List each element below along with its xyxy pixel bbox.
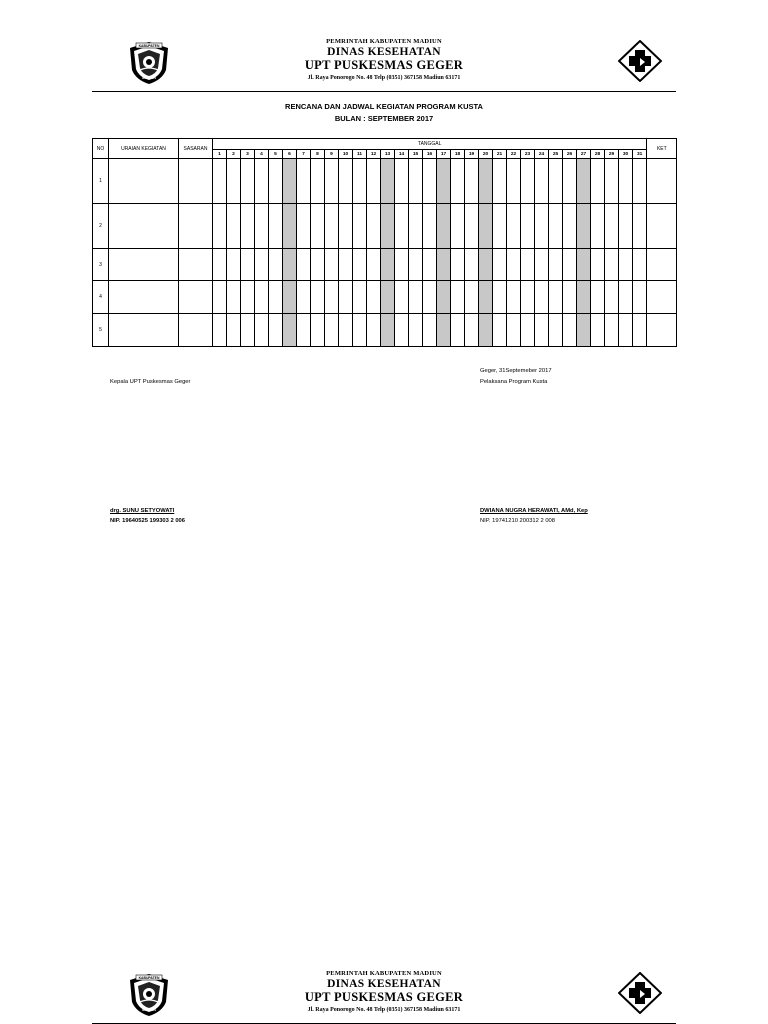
day-cell (465, 314, 479, 347)
day-cell (563, 314, 577, 347)
day-cell (395, 281, 409, 314)
row-number: 5 (93, 314, 109, 347)
day-number: 9 (325, 150, 339, 159)
day-cell (437, 204, 451, 249)
day-cell (353, 281, 367, 314)
day-number: 10 (339, 150, 353, 159)
day-cell (465, 159, 479, 204)
day-cell (325, 314, 339, 347)
day-cell (339, 249, 353, 281)
day-cell (633, 204, 647, 249)
day-cell (367, 159, 381, 204)
day-cell (269, 281, 283, 314)
day-cell (633, 159, 647, 204)
day-cell (451, 159, 465, 204)
day-cell (507, 249, 521, 281)
table-row (93, 159, 677, 204)
day-number: 22 (507, 150, 521, 159)
day-cell (479, 159, 493, 204)
day-number: 14 (395, 150, 409, 159)
day-cell (297, 159, 311, 204)
svg-text:KABUPATEN: KABUPATEN (138, 976, 160, 980)
day-cell (507, 159, 521, 204)
day-cell (269, 249, 283, 281)
day-cell (451, 314, 465, 347)
day-cell (213, 314, 227, 347)
row-ket (647, 281, 677, 314)
day-cell (619, 249, 633, 281)
day-cell (507, 281, 521, 314)
day-number: 30 (619, 150, 633, 159)
day-cell (353, 204, 367, 249)
schedule-table (92, 138, 677, 347)
day-cell (549, 159, 563, 204)
day-number: 20 (479, 150, 493, 159)
day-cell (563, 204, 577, 249)
day-cell (311, 249, 325, 281)
day-cell (535, 159, 549, 204)
day-cell (311, 281, 325, 314)
day-cell (577, 281, 591, 314)
day-number: 8 (311, 150, 325, 159)
day-cell (605, 281, 619, 314)
department-line: DINAS KESEHATAN (327, 46, 441, 58)
row-ket (647, 204, 677, 249)
header-tanggal: TANGGAL (213, 139, 647, 150)
day-number: 23 (521, 150, 535, 159)
right-signatory-name: DWIANA NUGRA HERAWATI, AMd, Kep (480, 508, 588, 514)
day-number: 2 (227, 150, 241, 159)
day-cell (297, 204, 311, 249)
day-cell (409, 281, 423, 314)
document-title: RENCANA DAN JADWAL KEGIATAN PROGRAM KUSTA (285, 102, 483, 111)
day-cell (283, 159, 297, 204)
day-cell (409, 249, 423, 281)
day-cell (213, 204, 227, 249)
day-cell (479, 249, 493, 281)
day-cell (381, 159, 395, 204)
government-line: PEMRINTAH KABUPATEN MADIUN (326, 38, 442, 45)
day-cell (591, 314, 605, 347)
day-cell (423, 249, 437, 281)
day-cell (283, 281, 297, 314)
day-cell (521, 281, 535, 314)
day-cell (549, 204, 563, 249)
day-cell (605, 249, 619, 281)
day-cell (577, 204, 591, 249)
row-number: 4 (93, 281, 109, 314)
day-number: 15 (409, 150, 423, 159)
day-number: 16 (423, 150, 437, 159)
day-cell (367, 249, 381, 281)
row-sasaran (179, 249, 213, 281)
day-cell (563, 159, 577, 204)
day-cell (367, 314, 381, 347)
day-number: 12 (367, 150, 381, 159)
row-sasaran (179, 281, 213, 314)
day-cell (591, 249, 605, 281)
day-number: 7 (297, 150, 311, 159)
day-cell (325, 249, 339, 281)
day-cell (521, 249, 535, 281)
day-number: 13 (381, 150, 395, 159)
day-cell (409, 204, 423, 249)
day-number: 1 (213, 150, 227, 159)
day-cell (241, 314, 255, 347)
day-cell (591, 204, 605, 249)
day-cell (283, 314, 297, 347)
table-row (93, 204, 677, 249)
day-cell (493, 159, 507, 204)
day-cell (381, 281, 395, 314)
day-cell (255, 249, 269, 281)
left-signatory-name: drg. SUNU SETYOWATI (110, 508, 175, 514)
left-signatory-role: Kepala UPT Puskesmas Geger (110, 379, 191, 385)
day-cell (521, 204, 535, 249)
government-line: PEMRINTAH KABUPATEN MADIUN (326, 970, 442, 977)
day-number: 17 (437, 150, 451, 159)
day-number: 3 (241, 150, 255, 159)
day-cell (423, 159, 437, 204)
letterhead-text (92, 970, 676, 1013)
department-line: DINAS KESEHATAN (327, 978, 441, 990)
header-uraian: URAIAN KEGIATAN (109, 139, 179, 159)
day-cell (563, 249, 577, 281)
address-line: Jl. Raya Ponorogo No. 48 Telp (0351) 367158 Madiun 63171 (307, 75, 461, 81)
day-cell (437, 314, 451, 347)
address-line: Jl. Raya Ponorogo No. 48 Telp (0351) 367158 Madiun 63171 (307, 1007, 461, 1013)
day-cell (507, 204, 521, 249)
day-cell (605, 204, 619, 249)
day-cell (311, 204, 325, 249)
day-cell (297, 281, 311, 314)
day-cell (521, 314, 535, 347)
unit-line: UPT PUSKESMAS GEGER (304, 58, 464, 72)
row-ket (647, 159, 677, 204)
day-cell (255, 159, 269, 204)
row-uraian (109, 159, 179, 204)
day-cell (437, 281, 451, 314)
day-cell (395, 314, 409, 347)
day-cell (325, 281, 339, 314)
day-cell (395, 204, 409, 249)
day-cell (409, 159, 423, 204)
day-number: 31 (633, 150, 647, 159)
day-cell (325, 159, 339, 204)
day-cell (227, 281, 241, 314)
day-cell (591, 159, 605, 204)
day-number: 6 (283, 150, 297, 159)
place-date: Geger, 31Septemeber 2017 (480, 368, 552, 374)
svg-text:MADIUN: MADIUN (142, 1008, 156, 1012)
letterhead-top (92, 36, 676, 92)
day-cell (423, 204, 437, 249)
day-cell (325, 204, 339, 249)
table-row (93, 249, 677, 281)
health-cross-logo-icon (618, 40, 662, 82)
row-uraian (109, 281, 179, 314)
day-cell (633, 314, 647, 347)
table-row (93, 281, 677, 314)
day-cell (241, 204, 255, 249)
row-uraian (109, 249, 179, 281)
header-no: NO (93, 139, 109, 159)
day-cell (577, 314, 591, 347)
day-cell (269, 204, 283, 249)
day-cell (353, 159, 367, 204)
day-cell (535, 281, 549, 314)
day-cell (619, 204, 633, 249)
day-cell (227, 159, 241, 204)
day-cell (367, 281, 381, 314)
day-number: 19 (465, 150, 479, 159)
row-number: 2 (93, 204, 109, 249)
day-cell (339, 159, 353, 204)
day-cell (227, 204, 241, 249)
day-cell (241, 249, 255, 281)
day-cell (241, 159, 255, 204)
row-uraian (109, 314, 179, 347)
day-number: 27 (577, 150, 591, 159)
row-number: 1 (93, 159, 109, 204)
day-cell (493, 249, 507, 281)
day-number: 18 (451, 150, 465, 159)
day-cell (423, 314, 437, 347)
day-cell (507, 314, 521, 347)
day-cell (591, 281, 605, 314)
header-sasaran: SASARAN (179, 139, 213, 159)
day-cell (311, 314, 325, 347)
row-number: 3 (93, 249, 109, 281)
day-cell (451, 204, 465, 249)
day-cell (213, 249, 227, 281)
day-cell (423, 281, 437, 314)
day-cell (479, 281, 493, 314)
header-ket: KET (647, 139, 677, 159)
day-number: 25 (549, 150, 563, 159)
day-number: 29 (605, 150, 619, 159)
day-cell (633, 249, 647, 281)
unit-line: UPT PUSKESMAS GEGER (304, 990, 464, 1004)
left-signatory-nip: NIP. 19640525 199303 2 006 (110, 518, 185, 524)
table-row (93, 314, 677, 347)
day-cell (437, 249, 451, 281)
day-number: 26 (563, 150, 577, 159)
day-cell (297, 249, 311, 281)
day-cell (353, 314, 367, 347)
day-cell (311, 159, 325, 204)
day-cell (493, 204, 507, 249)
row-sasaran (179, 314, 213, 347)
day-cell (605, 159, 619, 204)
day-cell (465, 204, 479, 249)
day-cell (535, 204, 549, 249)
right-signatory-nip: NIP. 19741210 200312 2 008 (480, 518, 555, 524)
day-cell (227, 249, 241, 281)
day-cell (297, 314, 311, 347)
day-number: 5 (269, 150, 283, 159)
day-cell (339, 281, 353, 314)
document-subtitle: BULAN : SEPTEMBER 2017 (334, 114, 434, 123)
table-header-row (93, 139, 677, 150)
day-cell (619, 281, 633, 314)
day-cell (549, 314, 563, 347)
day-cell (479, 204, 493, 249)
day-cell (521, 159, 535, 204)
day-cell (255, 204, 269, 249)
day-cell (395, 159, 409, 204)
health-cross-logo-icon (618, 972, 662, 1014)
day-cell (269, 159, 283, 204)
day-cell (339, 204, 353, 249)
day-cell (381, 314, 395, 347)
day-cell (549, 249, 563, 281)
day-cell (605, 314, 619, 347)
svg-text:MADIUN: MADIUN (142, 76, 156, 80)
day-number: 21 (493, 150, 507, 159)
day-cell (367, 204, 381, 249)
day-cell (535, 314, 549, 347)
letterhead-text (92, 38, 676, 81)
svg-text:KABUPATEN: KABUPATEN (138, 44, 160, 48)
day-cell (255, 314, 269, 347)
day-cell (213, 159, 227, 204)
day-cell (577, 249, 591, 281)
day-cell (619, 159, 633, 204)
day-cell (339, 314, 353, 347)
day-cell (381, 249, 395, 281)
day-number: 28 (591, 150, 605, 159)
day-cell (619, 314, 633, 347)
day-cell (353, 249, 367, 281)
day-cell (283, 204, 297, 249)
day-cell (283, 249, 297, 281)
day-cell (577, 159, 591, 204)
day-number: 24 (535, 150, 549, 159)
day-cell (479, 314, 493, 347)
letterhead-bottom (92, 968, 676, 1024)
row-ket (647, 314, 677, 347)
day-cell (409, 314, 423, 347)
day-cell (535, 249, 549, 281)
letterhead-divider (92, 91, 676, 92)
day-cell (633, 281, 647, 314)
day-cell (563, 281, 577, 314)
day-cell (241, 281, 255, 314)
day-cell (493, 281, 507, 314)
day-cell (465, 281, 479, 314)
day-cell (269, 314, 283, 347)
day-number: 4 (255, 150, 269, 159)
day-cell (255, 281, 269, 314)
row-sasaran (179, 204, 213, 249)
row-ket (647, 249, 677, 281)
day-cell (493, 314, 507, 347)
day-cell (549, 281, 563, 314)
right-signatory-role: Pelaksana Program Kusta (480, 379, 548, 385)
day-cell (465, 249, 479, 281)
day-cell (395, 249, 409, 281)
day-cell (437, 159, 451, 204)
day-cell (451, 249, 465, 281)
day-cell (213, 281, 227, 314)
row-sasaran (179, 159, 213, 204)
day-cell (451, 281, 465, 314)
day-cell (227, 314, 241, 347)
day-cell (381, 204, 395, 249)
row-uraian (109, 204, 179, 249)
day-number: 11 (353, 150, 367, 159)
